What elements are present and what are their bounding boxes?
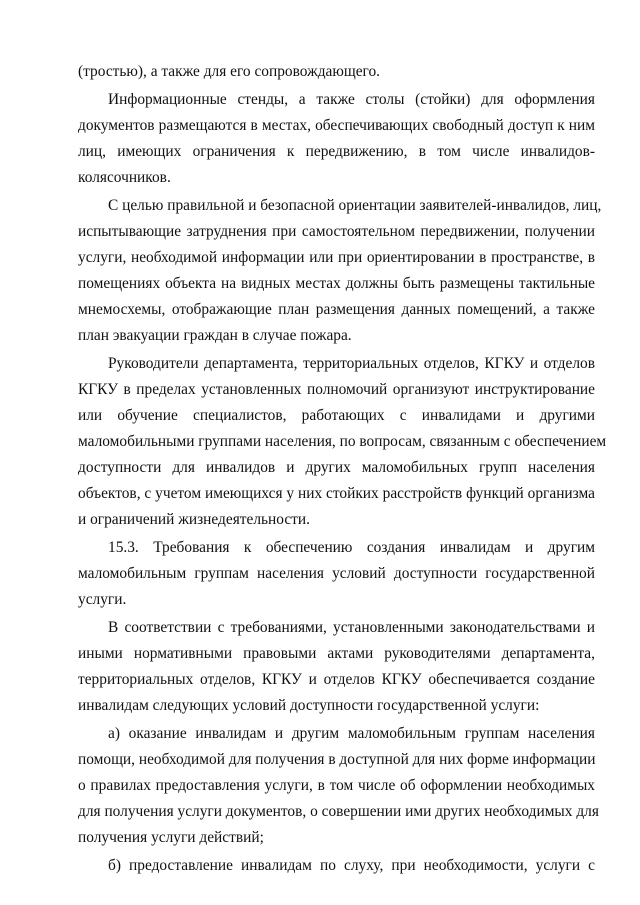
paragraph-first-line: В соответствии с требованиями, установленными законодательствами и xyxy=(108,619,595,636)
text-line: получения услуги действий; xyxy=(78,829,264,846)
text-line: инвалидам следующих условий доступности государственной услуги: xyxy=(78,697,540,714)
text-line: лиц, имеющих ограничения к передвижению, в том числе инвалидов- xyxy=(78,143,595,160)
text-line: документов размещаются в местах, обеспечивающих свободный доступ к ним xyxy=(78,117,595,134)
section-heading-line: маломобильным группам населения условий доступности государственной xyxy=(78,565,595,582)
section-heading-line: услуги. xyxy=(78,591,127,608)
paragraph-first-line: Информационные стенды, а также столы (стойки) для оформления xyxy=(108,91,595,108)
text-line: о правилах предоставления услуги, в том числе об оформлении необходимых xyxy=(78,777,595,794)
list-item-a-first-line: а) оказание инвалидам и другим маломобильным группам населения xyxy=(108,725,595,742)
text-line: КГКУ в пределах установленных полномочий организуют инструктирование xyxy=(78,381,595,398)
text-line: или обучение специалистов, работающих с инвалидами и другими xyxy=(78,407,595,424)
text-line: и ограничений жизнедеятельности. xyxy=(78,511,310,528)
text-line: план эвакуации граждан в случае пожара. xyxy=(78,327,352,344)
text-line: испытывающие затруднения при самостоятельном передвижении, получении xyxy=(78,223,595,240)
text-line: территориальных отделов, КГКУ и отделов КГКУ обеспечивается создание xyxy=(78,671,595,688)
section-heading-line: 15.3. Требования к обеспечению создания инвалидам и другим xyxy=(108,539,595,556)
text-line: колясочников. xyxy=(78,169,171,186)
list-item-b-first-line: б) предоставление инвалидам по слуху, при необходимости, услуги с xyxy=(108,857,595,874)
text-line: помещениях объекта на видных местах должны быть размещены тактильные xyxy=(78,275,595,292)
text-line: маломобильными группами населения, по вопросам, связанным с обеспечением xyxy=(78,433,607,450)
text-line: помощи, необходимой для получения в доступной для них форме информации xyxy=(78,751,596,768)
text-line: услуги, необходимой информации или при ориентировании в пространстве, в xyxy=(78,249,595,266)
text-line: объектов, с учетом имеющихся у них стойких расстройств функций организма xyxy=(78,485,595,502)
text-line: мнемосхемы, отображающие план размещения данных помещений, а также xyxy=(78,301,595,318)
paragraph-first-line: Руководители департамента, территориальных отделов, КГКУ и отделов xyxy=(108,355,595,372)
text-line: (тростью), а также для его сопровождающего. xyxy=(78,63,381,80)
text-line: иными нормативными правовыми актами руководителями департамента, xyxy=(78,645,595,662)
text-line: доступности для инвалидов и других маломобильных групп населения xyxy=(78,459,595,476)
text-line: для получения услуги документов, о совершении ими других необходимых для xyxy=(78,803,599,820)
paragraph-first-line: С целью правильной и безопасной ориентации заявителей-инвалидов, лиц, xyxy=(108,197,602,214)
